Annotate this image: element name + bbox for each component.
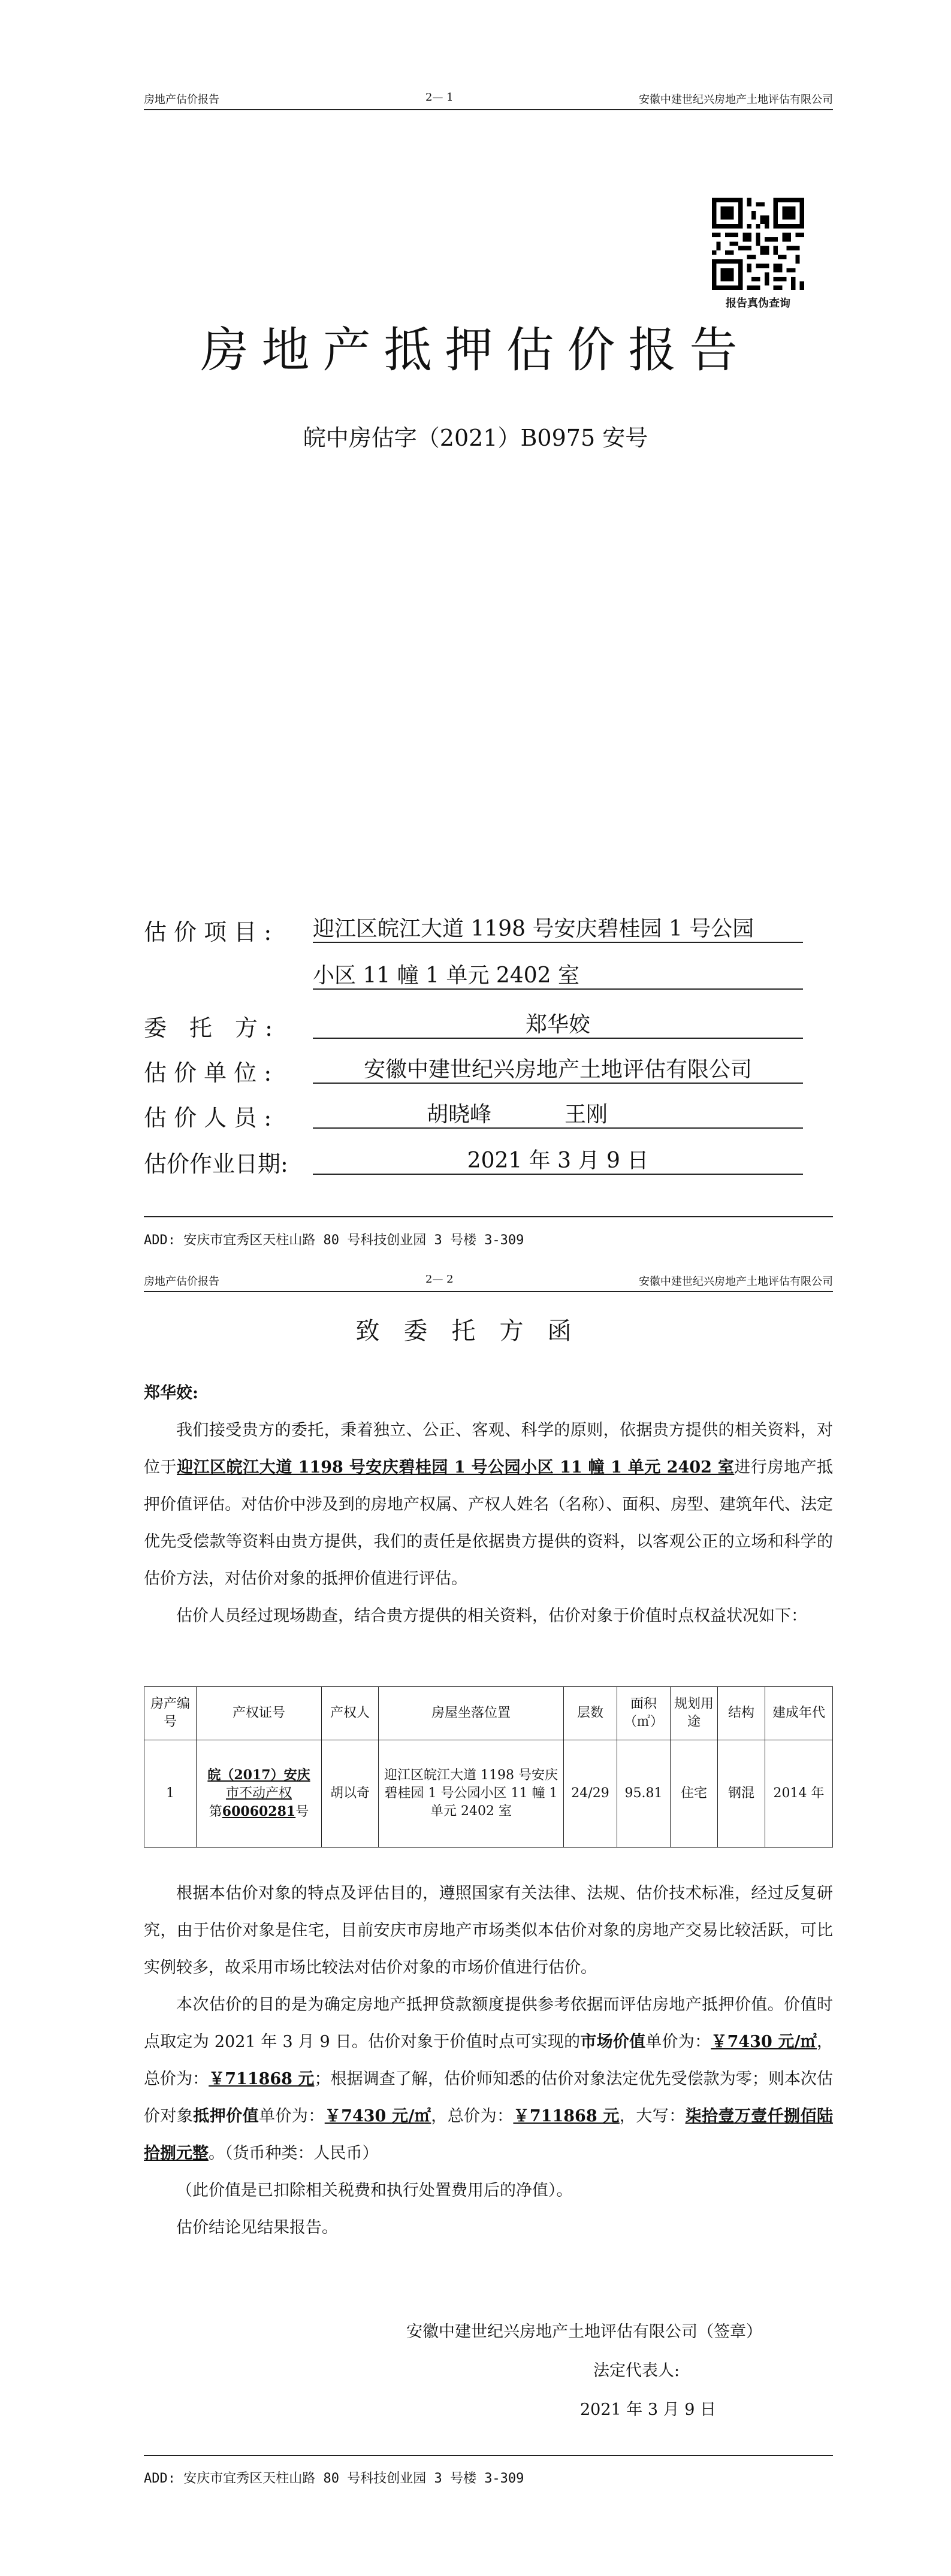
appraisers-value (313, 1097, 803, 1129)
signature-company: 安徽中建世纪兴房地产土地评估有限公司（签章） (406, 2323, 762, 2341)
page1-footer: ADD: 安庆市宜秀区天柱山路 80 号科技创业园 3 号楼 3-309 (144, 1233, 524, 1248)
page1-header (144, 91, 833, 107)
market-total-price: ￥711868 元 (209, 2070, 315, 2088)
market-value-label: 市场价值 (580, 2033, 646, 2051)
mortgage-unit-price: ￥7430 元/㎡ (324, 2107, 431, 2125)
header-rule (144, 109, 833, 110)
header-left: 房地产估价报告 (144, 93, 219, 106)
footer-rule (144, 1216, 833, 1217)
appraiser-2: 王刚 (564, 1102, 608, 1127)
page2-footer: ADD: 安庆市宜秀区天柱山路 80 号科技创业园 3 号楼 3-309 (144, 2471, 524, 2486)
signature-date: 2021 年 3 月 9 日 (580, 2400, 716, 2419)
property-address: 迎江区皖江大道 1198 号安庆碧桂园 1 号公园小区 11 幢 1 单元 2402 室 (177, 1458, 735, 1477)
cell-area: 95.81 (617, 1740, 671, 1848)
paragraph-6: 估价结论见结果报告。 (176, 2218, 338, 2237)
market-unit-price: ￥7430 元/㎡ (711, 2033, 817, 2051)
table-header: 层数 (564, 1687, 617, 1740)
cell-no: 1 (144, 1740, 197, 1848)
salutation: 郑华姣: (144, 1384, 198, 1402)
header-right: 安徽中建世纪兴房地产土地评估有限公司 (639, 93, 833, 106)
header-left: 房地产估价报告 (144, 1275, 219, 1288)
page2-header (144, 1273, 833, 1289)
date-label: 估价作业日期: (144, 1151, 288, 1177)
table-header: 面积（㎡） (617, 1687, 671, 1740)
mortgage-total-price: ￥711868 元 (513, 2107, 620, 2125)
paragraph-2: 估价人员经过现场勘查，结合贵方提供的相关资料，估价对象于价值时点权益状况如下： (176, 1607, 807, 1625)
header-right: 安徽中建世纪兴房地产土地评估有限公司 (639, 1275, 833, 1288)
appraiser-1: 胡晓峰 (427, 1102, 492, 1127)
cell-use: 住宅 (671, 1740, 718, 1848)
project-label: 估 价 项 目 : (144, 919, 272, 945)
client-value: 郑华姣 (313, 1008, 803, 1039)
cell-location: 迎江区皖江大道 1198 号安庆碧桂园 1 号公园小区 11 幢 1 单元 2402 室 (379, 1740, 564, 1848)
property-table (144, 1686, 833, 1848)
signature-rep: 法定代表人: (593, 2362, 680, 2380)
unit-label: 估 价 单 位 : (144, 1060, 272, 1086)
letter-title: 致委托方函 (355, 1317, 596, 1345)
cell-owner: 胡以奇 (322, 1740, 379, 1848)
qr-code-icon[interactable] (712, 198, 804, 290)
cell-year: 2014 年 (765, 1740, 833, 1848)
header-page-number: 2— 1 (425, 91, 454, 104)
letter-body-bottom (144, 1875, 833, 2247)
table-header-row (144, 1687, 833, 1740)
date-value: 2021 年 3 月 9 日 (313, 1144, 803, 1175)
table-header: 建成年代 (765, 1687, 833, 1740)
letter-body-top (144, 1375, 833, 1635)
header-rule (144, 1291, 833, 1292)
qr-caption: 报告真伪查询 (726, 297, 790, 310)
project-value-line1: 迎江区皖江大道 1198 号安庆碧桂园 1 号公园 (313, 912, 803, 943)
client-label: 委 托 方 : (144, 1015, 273, 1041)
footer-rule (144, 2455, 833, 2456)
header-page-number: 2— 2 (425, 1273, 454, 1286)
cell-cert: 皖（2017）安庆 市不动产权 第60060281号 (197, 1740, 322, 1848)
mortgage-value-label: 抵押价值 (193, 2107, 259, 2125)
cell-structure: 钢混 (718, 1740, 765, 1848)
table-header: 房产编号 (144, 1687, 197, 1740)
table-header: 房屋坐落位置 (379, 1687, 564, 1740)
paragraph-1: 我们接受贵方的委托，秉着独立、公正、客观、科学的原则，依据贵方提供的相关资料，对位于迎江区皖江大道 1198 号安庆碧桂园 1 号公园小区 11 幢 1 单元 2402 室进行房地产抵押价值评估。对估价中涉及到的房地产权属、产权人姓名（名称）、面积、房型、建筑年代、法定优先受偿款等资料由贵方提供，我们的责任是依据贵方提供的资料，以客观公正的立场和科学的估价方法，对估价对象的抵押价值进行评估。 (144, 1421, 834, 1588)
cell-floors: 24/29 (564, 1740, 617, 1848)
project-value-line2: 小区 11 幢 1 单元 2402 室 (313, 959, 803, 990)
paragraph-5: （此价值是已扣除相关税费和执行处置费用后的净值）。 (176, 2181, 573, 2200)
paragraph-4: 本次估价的目的是为确定房地产抵押贷款额度提供参考依据而评估房地产抵押价值。价值时点取定为 2021 年 3 月 9 日。估价对象于价值时点可实现的市场价值单价为：￥7430 元/㎡，总价为：￥711868 元；根据调查了解，估价师知悉的估价对象法定优先受偿款为零；则本次估价对象抵押价值单价为：￥7430 元/㎡，总价为：￥711868 元，大写：柒拾壹万壹仟捌佰陆拾捌元整。（货币种类：人民币） (144, 1996, 834, 2163)
total-in-words: 柒拾壹万壹仟捌佰陆拾捌元整 (144, 2107, 834, 2163)
table-header: 结构 (718, 1687, 765, 1740)
table-header: 规划用途 (671, 1687, 718, 1740)
appraisers-label: 估 价 人 员 : (144, 1105, 272, 1131)
table-row (144, 1740, 833, 1848)
document-number: 皖中房估字（2021）B0975 安号 (303, 425, 648, 451)
paragraph-3: 根据本估价对象的特点及评估目的，遵照国家有关法律、法规、估价技术标准，经过反复研究，由于估价对象是住宅，目前安庆市房地产市场类似本估价对象的房地产交易比较活跃，可比实例较多，故采用市场比较法对估价对象的市场价值进行估价。 (144, 1884, 833, 1977)
unit-value: 安徽中建世纪兴房地产土地评估有限公司 (313, 1053, 803, 1084)
table-header: 产权证号 (197, 1687, 322, 1740)
report-title: 房地产抵押估价报告 (200, 322, 751, 378)
table-header: 产权人 (322, 1687, 379, 1740)
